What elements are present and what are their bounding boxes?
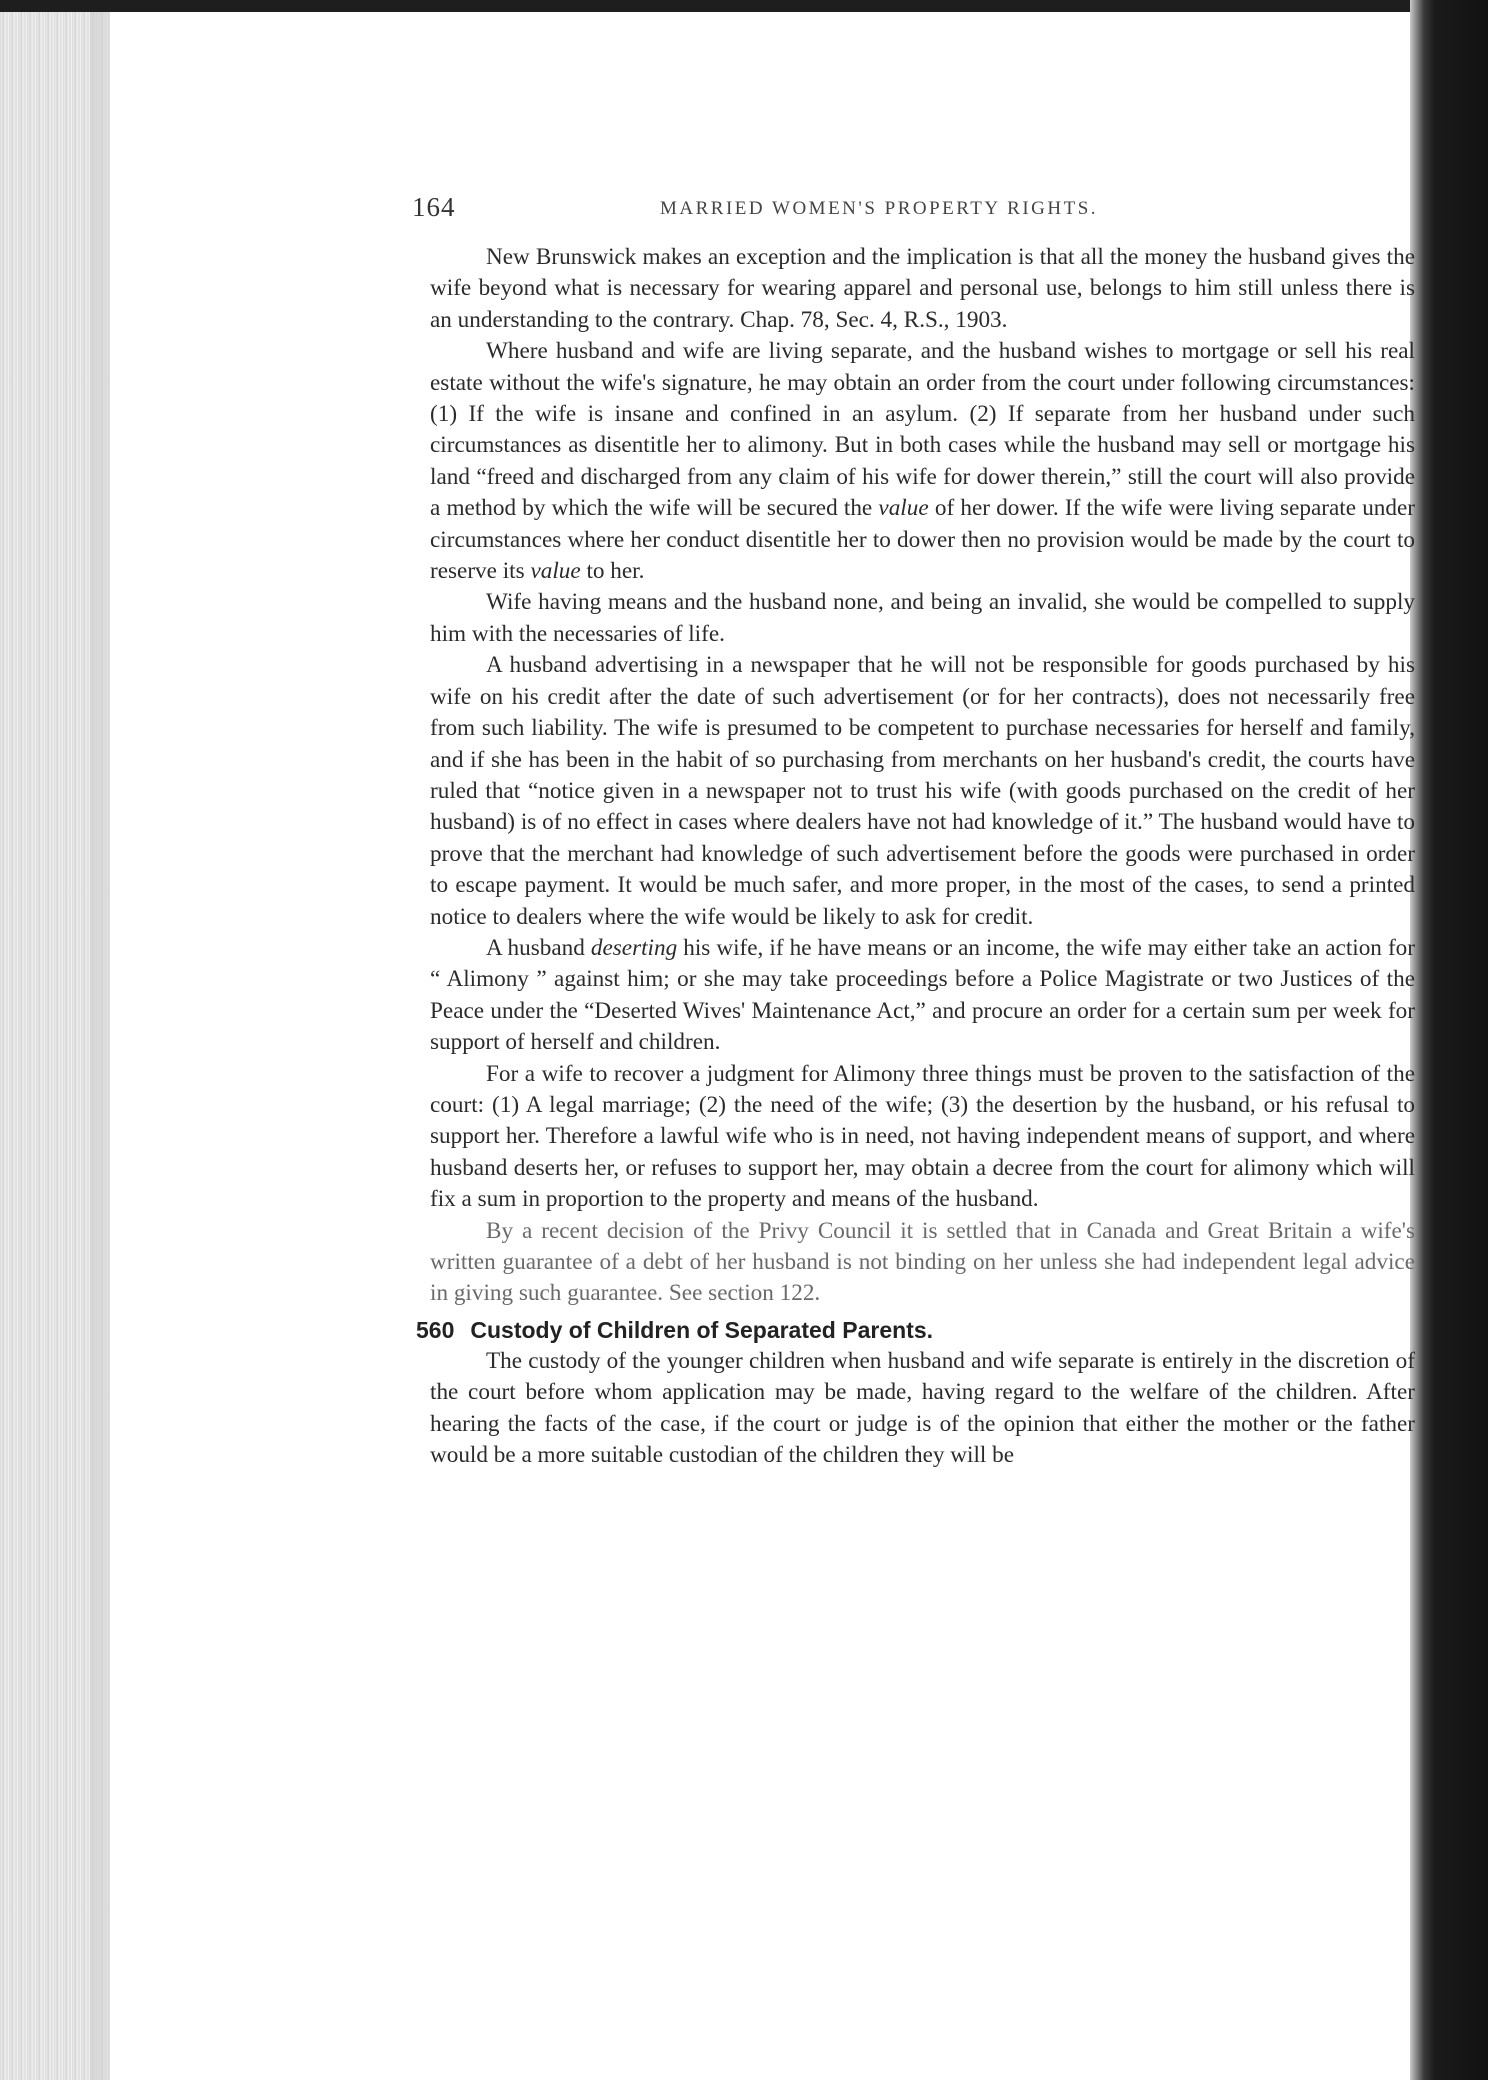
section-heading — [416, 1314, 1415, 1346]
text-run: For a wife to recover a judgment for Alimony three things must be proven to the satisfaction of the court: (1) A legal marriage; (2) the need of the wife; (3) the desertion by the husband, or his refusal to support her. Therefore a lawful wife who is in need, not having independent means of support, and where husband deserts her, or refuses to support her, may obtain a decree from the court for alimony which will fix a sum in proportion to the property and means of the husband. — [430, 1060, 1415, 1213]
paragraph-list — [430, 242, 1415, 1310]
paragraph — [430, 650, 1415, 933]
scan-top-border — [0, 0, 1488, 12]
text-run: Where husband and wife are living separate, and the husband wishes to mortgage or sell his real estate without the wife's signature, he may obtain an order from the court under following circumstances: (1) If the wife is insane and confined in an asylum. (2) If separate from her husband under such circumstances as disentitle her to alimony. But in both cases while the husband may sell or mortgage his land “freed and discharged from any claim of his wife for dower therein,” still the court will also provide a method by which the wife will be secured the — [430, 338, 1415, 522]
paragraph — [430, 1216, 1415, 1310]
text-run: Wife having means and the husband none, and being an invalid, she would be compelled to supply him with the necessaries of life. — [430, 589, 1415, 647]
italic-text: value — [878, 495, 929, 522]
page-number: 164 — [412, 192, 456, 222]
text-run: New Brunswick makes an exception and the implication is that all the money the husband gives the wife beyond what is necessary for wearing apparel and personal use, belongs to him still unless there is an understanding to the contrary. Chap. 78, Sec. 4, R.S., 1903. — [430, 244, 1415, 333]
paragraph — [430, 587, 1415, 650]
section-paragraph-list — [430, 1346, 1415, 1472]
text-run: A husband advertising in a newspaper that he will not be responsible for goods purchased by his wife on his credit after the date of such advertisement (or for her contracts), does not necessarily free from such liability. The wife is presumed to be competent to purchase necessaries for herself and family, and if she has been in the habit of so purchasing from merchants on her husband's credit, the courts have ruled that “notice given in a newspaper not to trust his wife (with goods purchased on the credit of her husband) is of no effect in cases where dealers have not had knowledge of it.” The husband would have to prove that the merchant had knowledge of such advertisement before the goods were purchased in order to escape payment. It would be much safer, and more proper, in the most of the cases, to send a printed notice to dealers where the wife would be likely to ask for credit. — [430, 652, 1415, 930]
paragraph — [430, 1346, 1415, 1472]
paragraph — [430, 242, 1415, 336]
text-run: A husband — [486, 934, 591, 961]
book-page — [110, 12, 1415, 2080]
section-number: 560 — [416, 1316, 455, 1343]
text-run: his wife, if he have means or an income, the wife may either take an action for “ Alimony ” against him; or she may take proceedings before a Police Magistrate or two Justices of the Peace under the “Deserted Wives' Maintenance Act,” and procure an order for a certain sum per week for support of herself and children. — [430, 934, 1415, 1056]
italic-text: deserting — [590, 934, 678, 961]
page-body — [416, 242, 1415, 1471]
text-run: By a recent decision of the Privy Council it is settled that in Canada and Great Britain a wife's written guarantee of a debt of her husband is not binding on her unless she had independent legal advice in giving such guarantee. See section 122. — [430, 1217, 1415, 1307]
page-header — [412, 192, 1412, 232]
italic-text: value — [530, 558, 581, 585]
text-run: of her dower. If the wife were living separate under circumstances where her conduct disentitle her to dower then no provision would be made by the court to reserve its — [430, 495, 1415, 585]
running-title: MARRIED WOMEN'S PROPERTY RIGHTS. — [660, 198, 1099, 219]
text-run: The custody of the younger children when husband and wife separate is entirely in the discretion of the court before whom application may be made, having regard to the welfare of the children. After hearing the facts of the case, if the court or judge is of the opinion that either the mother or the father would be a more suitable custodian of the children they will be — [430, 1347, 1415, 1469]
scan-right-edge — [1410, 0, 1488, 2080]
paragraph — [430, 1059, 1415, 1216]
section-title: Custody of Children of Separated Parents. — [470, 1316, 934, 1343]
paragraph — [430, 336, 1415, 587]
text-run: to her. — [580, 558, 645, 585]
paragraph — [430, 933, 1415, 1059]
